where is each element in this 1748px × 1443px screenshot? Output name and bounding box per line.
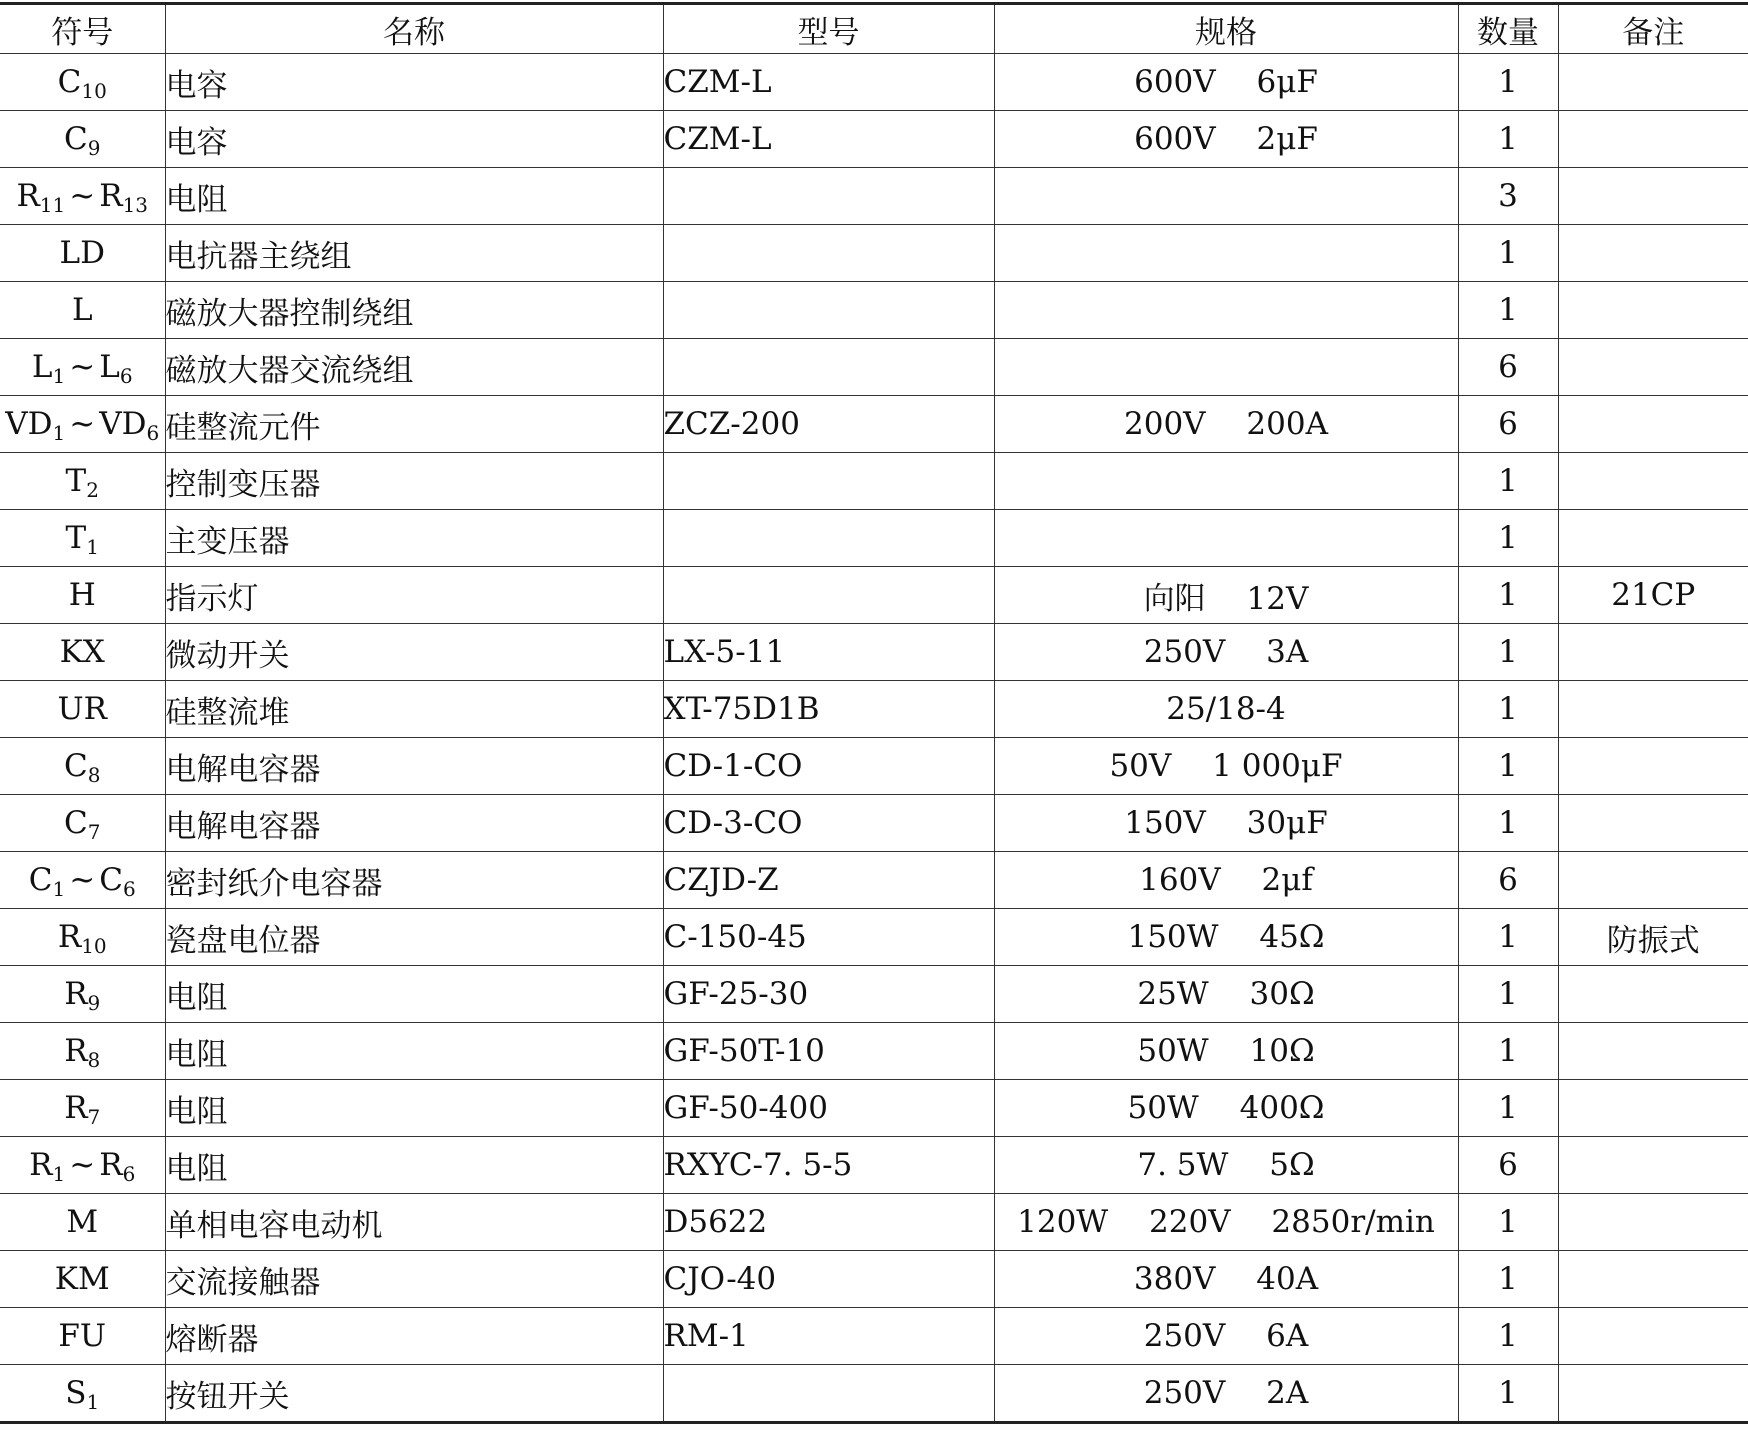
symbol-letter: T (65, 463, 87, 499)
table-row (0, 1023, 1748, 1080)
model-cell: CD-3-CO (663, 795, 994, 852)
note-cell (1558, 1251, 1748, 1308)
name-cell: 指示灯 (165, 567, 663, 624)
qty-cell: 1 (1458, 1023, 1558, 1080)
symbol-cell (0, 510, 165, 567)
header-symbol: 符号 (0, 4, 165, 54)
note-cell (1558, 1137, 1748, 1194)
spec-cell: 25W 30Ω (994, 966, 1458, 1023)
spec-cell: 200V 200A (994, 396, 1458, 453)
symbol-subscript: 9 (87, 136, 101, 160)
spec-cell (994, 453, 1458, 510)
qty-cell: 1 (1458, 909, 1558, 966)
symbol-letter: H (68, 577, 96, 613)
table-row (0, 396, 1748, 453)
symbol-letter: M (66, 1204, 99, 1240)
model-cell: CZM-L (663, 111, 994, 168)
table-row (0, 1365, 1748, 1423)
symbol-cell (0, 1137, 165, 1194)
symbol-letter: LD (59, 235, 105, 271)
qty-cell: 1 (1458, 1194, 1558, 1251)
model-cell: CD-1-CO (663, 738, 994, 795)
header-qty: 数量 (1458, 4, 1558, 54)
name-cell: 电容 (165, 111, 663, 168)
qty-cell: 1 (1458, 1251, 1558, 1308)
qty-cell: 6 (1458, 339, 1558, 396)
symbol-letter: KX (59, 634, 105, 670)
symbol-cell (0, 396, 165, 453)
model-cell (663, 339, 994, 396)
table-row (0, 1308, 1748, 1365)
spec-cell: 7. 5W 5Ω (994, 1137, 1458, 1194)
symbol-subscript: 9 (87, 991, 101, 1015)
name-cell: 电阻 (165, 1137, 663, 1194)
note-cell (1558, 111, 1748, 168)
name-cell: 单相电容电动机 (165, 1194, 663, 1251)
qty-cell: 6 (1458, 1137, 1558, 1194)
qty-cell: 1 (1458, 795, 1558, 852)
model-cell (663, 1365, 994, 1423)
symbol-subscript: 7 (87, 1105, 101, 1129)
note-cell: 防振式 (1558, 909, 1748, 966)
qty-cell: 1 (1458, 111, 1558, 168)
spec-cell: 50W 400Ω (994, 1080, 1458, 1137)
model-cell (663, 510, 994, 567)
name-cell: 微动开关 (165, 624, 663, 681)
symbol-subscript: 6 (119, 364, 133, 388)
note-cell (1558, 510, 1748, 567)
symbol-subscript: 6 (122, 877, 136, 901)
model-cell (663, 567, 994, 624)
spec-cell (994, 282, 1458, 339)
name-cell: 按钮开关 (165, 1365, 663, 1423)
table-row (0, 795, 1748, 852)
spec-cell: 120W 220V 2850r/min (994, 1194, 1458, 1251)
note-cell (1558, 852, 1748, 909)
symbol-letter: R (64, 1090, 88, 1126)
table-row (0, 1080, 1748, 1137)
name-cell: 密封纸介电容器 (165, 852, 663, 909)
model-cell: RXYC-7. 5-5 (663, 1137, 994, 1194)
qty-cell: 6 (1458, 396, 1558, 453)
model-cell (663, 168, 994, 225)
model-cell (663, 225, 994, 282)
symbol-cell (0, 567, 165, 624)
spec-cell: 150W 45Ω (994, 909, 1458, 966)
name-cell: 硅整流元件 (165, 396, 663, 453)
qty-cell: 1 (1458, 966, 1558, 1023)
name-cell: 电抗器主绕组 (165, 225, 663, 282)
symbol-letter: C (64, 805, 88, 841)
spec-cell: 600V 2μF (994, 111, 1458, 168)
name-cell: 电阻 (165, 168, 663, 225)
symbol-subscript: 6 (146, 421, 160, 445)
spec-cell: 250V 2A (994, 1365, 1458, 1423)
name-cell: 控制变压器 (165, 453, 663, 510)
header-note: 备注 (1558, 4, 1748, 54)
note-cell: 21CP (1558, 567, 1748, 624)
symbol-cell (0, 282, 165, 339)
note-cell (1558, 453, 1748, 510)
symbol-cell (0, 1023, 165, 1080)
note-cell (1558, 1023, 1748, 1080)
spec-cell: 250V 3A (994, 624, 1458, 681)
symbol-cell (0, 795, 165, 852)
note-cell (1558, 1308, 1748, 1365)
symbol-subscript: 13 (122, 193, 149, 217)
symbol-subscript: 8 (87, 1048, 101, 1072)
note-cell (1558, 1080, 1748, 1137)
note-cell (1558, 282, 1748, 339)
qty-cell: 1 (1458, 567, 1558, 624)
name-cell: 熔断器 (165, 1308, 663, 1365)
name-cell: 磁放大器控制绕组 (165, 282, 663, 339)
symbol-range-separator: ~ (69, 1147, 96, 1183)
symbol-subscript: 7 (87, 820, 101, 844)
note-cell (1558, 225, 1748, 282)
symbol-subscript: 10 (81, 934, 107, 958)
symbol-subscript: 1 (86, 535, 99, 559)
spec-cell: 160V 2μf (994, 852, 1458, 909)
symbol-cell (0, 738, 165, 795)
qty-cell: 6 (1458, 852, 1558, 909)
spec-cell: 380V 40A (994, 1251, 1458, 1308)
table-row (0, 339, 1748, 396)
model-cell: CZJD-Z (663, 852, 994, 909)
symbol-cell (0, 225, 165, 282)
symbol-letter: L (99, 349, 120, 385)
table-row (0, 225, 1748, 282)
table-row (0, 111, 1748, 168)
symbol-letter: R (64, 976, 88, 1012)
note-cell (1558, 396, 1748, 453)
note-cell (1558, 966, 1748, 1023)
parts-table (0, 2, 1748, 1424)
symbol-subscript: 1 (52, 1162, 66, 1186)
symbol-letter: KM (54, 1261, 110, 1297)
model-cell: CZM-L (663, 54, 994, 111)
symbol-letter: R (57, 919, 82, 955)
note-cell (1558, 1194, 1748, 1251)
name-cell: 电阻 (165, 1080, 663, 1137)
symbol-cell (0, 681, 165, 738)
spec-cell: 25/18-4 (994, 681, 1458, 738)
qty-cell: 3 (1458, 168, 1558, 225)
table-row (0, 168, 1748, 225)
spec-cell: 600V 6μF (994, 54, 1458, 111)
table-row (0, 567, 1748, 624)
note-cell (1558, 624, 1748, 681)
symbol-cell (0, 1308, 165, 1365)
qty-cell: 1 (1458, 1365, 1558, 1423)
spec-cell: 50W 10Ω (994, 1023, 1458, 1080)
header-name: 名称 (165, 4, 663, 54)
symbol-subscript: 1 (52, 364, 66, 388)
model-cell (663, 453, 994, 510)
symbol-letter: UR (57, 691, 107, 727)
name-cell: 硅整流堆 (165, 681, 663, 738)
table-row (0, 966, 1748, 1023)
model-cell: RM-1 (663, 1308, 994, 1365)
symbol-cell (0, 168, 165, 225)
symbol-letter: FU (58, 1318, 107, 1354)
spec-cell: 50V 1 000μF (994, 738, 1458, 795)
name-cell: 电容 (165, 54, 663, 111)
table-row (0, 1251, 1748, 1308)
qty-cell: 1 (1458, 510, 1558, 567)
name-cell: 电阻 (165, 1023, 663, 1080)
qty-cell: 1 (1458, 1080, 1558, 1137)
header-model: 型号 (663, 4, 994, 54)
symbol-cell (0, 111, 165, 168)
qty-cell: 1 (1458, 624, 1558, 681)
note-cell (1558, 681, 1748, 738)
qty-cell: 1 (1458, 225, 1558, 282)
model-cell: D5622 (663, 1194, 994, 1251)
symbol-letter: L (31, 349, 53, 385)
model-cell: GF-50T-10 (663, 1023, 994, 1080)
model-cell: GF-50-400 (663, 1080, 994, 1137)
name-cell: 磁放大器交流绕组 (165, 339, 663, 396)
symbol-cell (0, 1251, 165, 1308)
symbol-cell (0, 453, 165, 510)
symbol-letter: C (28, 862, 53, 898)
symbol-cell (0, 1080, 165, 1137)
table-row (0, 1194, 1748, 1251)
table-row (0, 453, 1748, 510)
symbol-cell (0, 1194, 165, 1251)
qty-cell: 1 (1458, 282, 1558, 339)
model-cell: C-150-45 (663, 909, 994, 966)
note-cell (1558, 1365, 1748, 1423)
symbol-cell (0, 1365, 165, 1423)
symbol-subscript: 10 (81, 79, 107, 103)
symbol-range-separator: ~ (69, 406, 96, 442)
qty-cell: 1 (1458, 1308, 1558, 1365)
header-spec: 规格 (994, 4, 1458, 54)
symbol-subscript: 6 (122, 1162, 136, 1186)
symbol-range-separator: ~ (69, 862, 96, 898)
qty-cell: 1 (1458, 738, 1558, 795)
note-cell (1558, 54, 1748, 111)
spec-cell (994, 510, 1458, 567)
spec-cell (994, 168, 1458, 225)
model-cell: GF-25-30 (663, 966, 994, 1023)
model-cell: XT-75D1B (663, 681, 994, 738)
note-cell (1558, 339, 1748, 396)
table-row (0, 852, 1748, 909)
table-row (0, 510, 1748, 567)
symbol-letter: R (29, 1147, 53, 1183)
note-cell (1558, 795, 1748, 852)
name-cell: 电解电容器 (165, 738, 663, 795)
model-cell: ZCZ-200 (663, 396, 994, 453)
symbol-letter: C (57, 64, 82, 100)
model-cell (663, 282, 994, 339)
model-cell: CJO-40 (663, 1251, 994, 1308)
symbol-letter: C (64, 748, 88, 784)
symbol-letter: R (16, 178, 40, 214)
symbol-letter: S (65, 1375, 87, 1411)
symbol-letter: L (71, 292, 93, 328)
table-row (0, 624, 1748, 681)
symbol-subscript: 1 (52, 877, 66, 901)
note-cell (1558, 738, 1748, 795)
spec-cell: 150V 30μF (994, 795, 1458, 852)
symbol-letter: R (99, 178, 123, 214)
spec-cell: 向阳 12V (994, 567, 1458, 624)
qty-cell: 1 (1458, 453, 1558, 510)
qty-cell: 1 (1458, 681, 1558, 738)
symbol-letter: C (99, 862, 123, 898)
table-row (0, 282, 1748, 339)
symbol-range-separator: ~ (69, 178, 96, 214)
symbol-subscript: 1 (52, 421, 66, 445)
symbol-cell (0, 966, 165, 1023)
qty-cell: 1 (1458, 54, 1558, 111)
table-row (0, 1137, 1748, 1194)
symbol-letter: T (65, 520, 87, 556)
symbol-range-separator: ~ (69, 349, 96, 385)
spec-cell (994, 339, 1458, 396)
symbol-letter: VD (99, 406, 147, 442)
name-cell: 交流接触器 (165, 1251, 663, 1308)
symbol-cell (0, 624, 165, 681)
table-row (0, 54, 1748, 111)
symbol-letter: R (64, 1033, 88, 1069)
symbol-cell (0, 339, 165, 396)
name-cell: 主变压器 (165, 510, 663, 567)
symbol-letter: VD (5, 406, 53, 442)
symbol-cell (0, 852, 165, 909)
spec-cell (994, 225, 1458, 282)
symbol-letter: C (64, 121, 88, 157)
symbol-cell (0, 909, 165, 966)
symbol-cell (0, 54, 165, 111)
table-row (0, 681, 1748, 738)
header-row (0, 4, 1748, 54)
symbol-letter: R (99, 1147, 123, 1183)
name-cell: 瓷盘电位器 (165, 909, 663, 966)
symbol-subscript: 11 (39, 193, 66, 217)
symbol-subscript: 8 (87, 763, 101, 787)
table-row (0, 909, 1748, 966)
symbol-subscript: 2 (86, 478, 99, 502)
name-cell: 电解电容器 (165, 795, 663, 852)
name-cell: 电阻 (165, 966, 663, 1023)
note-cell (1558, 168, 1748, 225)
symbol-subscript: 1 (86, 1390, 100, 1414)
spec-cell: 250V 6A (994, 1308, 1458, 1365)
model-cell: LX-5-11 (663, 624, 994, 681)
table-row (0, 738, 1748, 795)
